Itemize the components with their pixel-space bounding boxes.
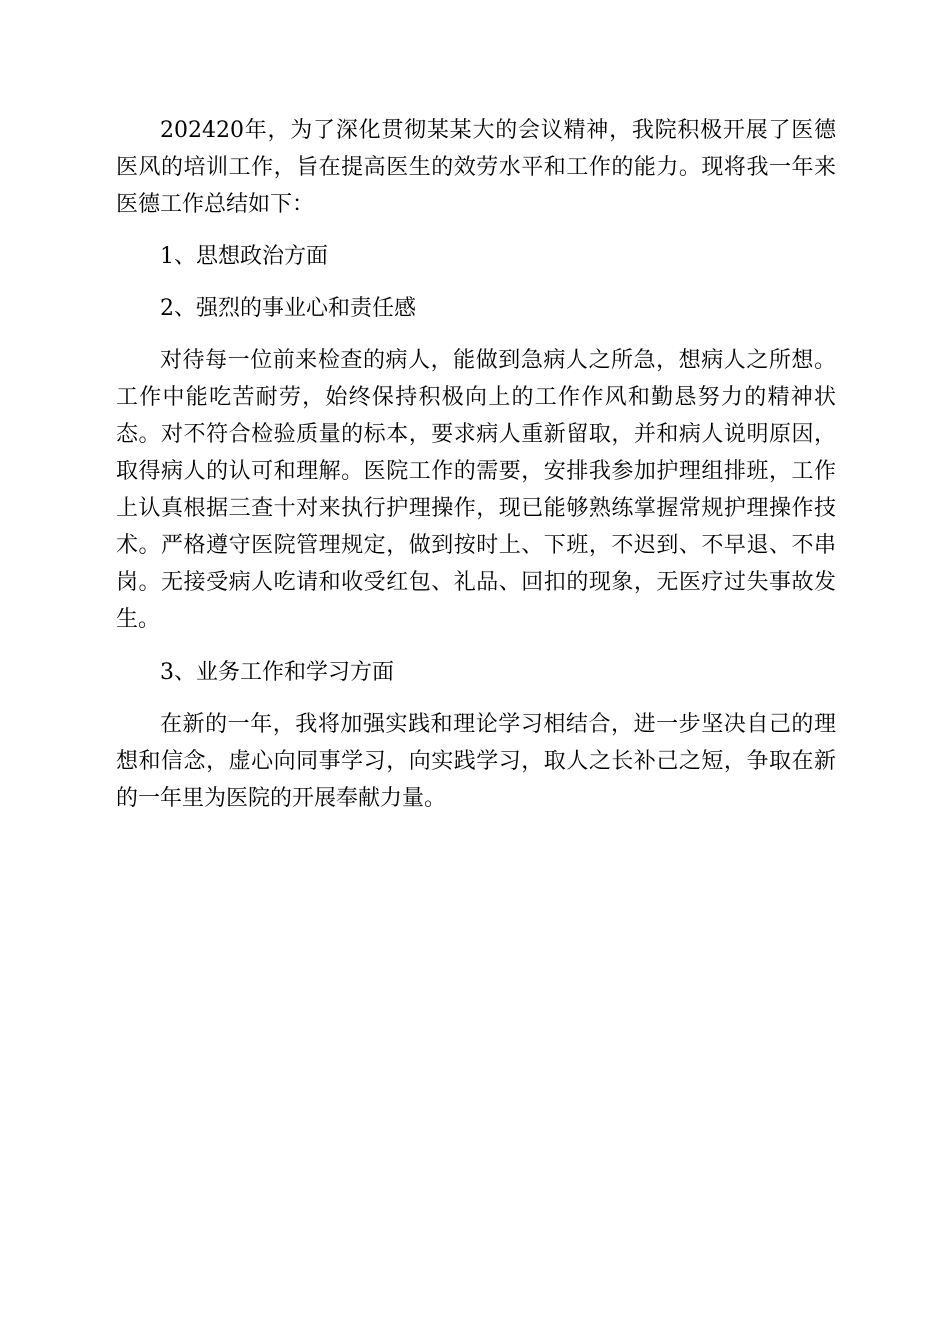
intro-paragraph: 202420年，为了深化贯彻某某大的会议精神，我院积极开展了医德医风的培训工作，旨在提高医生的效劳水平和工作的能力。现将我一年来医德工作总结如下： xyxy=(116,118,836,217)
section-body-3: 在新的一年，我将加强实践和理论学习相结合，进一步坚决自己的理想和信念，虚心向同事学习，向实践学习，取人之长补己之短，争取在新的一年里为医院的开展奉献力量。 xyxy=(116,712,836,811)
document-body xyxy=(116,112,836,817)
section-body-2: 对待每一位前来检查的病人，能做到急病人之所急，想病人之所想。工作中能吃苦耐劳，始终保持积极向上的工作作风和勤恳努力的精神状态。对不符合检验质量的标本，要求病人重新留取，并和病人说明原因，取得病人的认可和理解。医院工作的需要，安排我参加护理组排班，工作上认真根据三查十对来执行护理操作，现已能够熟练掌握常规护理操作技术。严格遵守医院管理规定，做到按时上、下班，不迟到、不早退、不串岗。无接受病人吃请和收受红包、礼品、回扣的现象，无医疗过失事故发生。 xyxy=(116,348,836,632)
section-heading-1: 1、思想政治方面 xyxy=(160,244,328,269)
section-heading-2: 2、强烈的事业心和责任感 xyxy=(160,296,416,321)
section-heading-3: 3、业务工作和学习方面 xyxy=(160,660,394,685)
